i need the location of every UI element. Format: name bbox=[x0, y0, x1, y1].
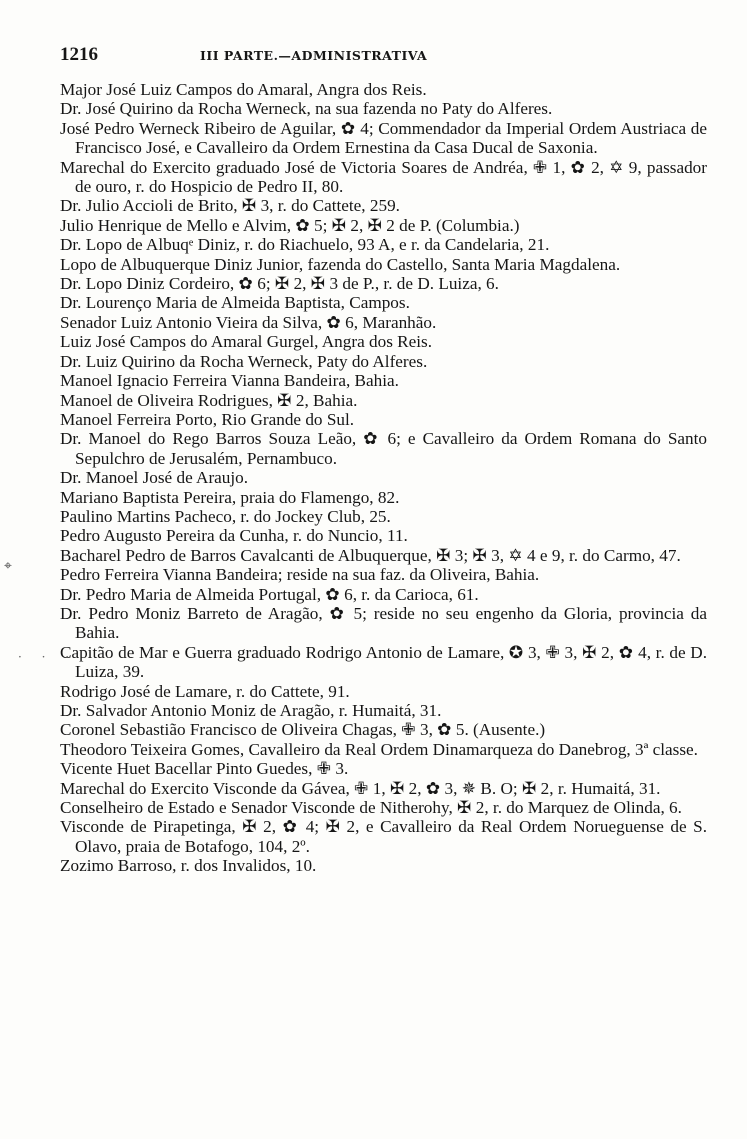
entry-22: Bacharel Pedro de Barros Cavalcanti de Albuquerque, ✠ 3; ✠ 3, ✡ 4 e 9, r. do Carmo, 47. bbox=[60, 545, 681, 565]
entry-4: Marechal do Exercito graduado José de Victoria Soares de Andréa, ✙ 1, ✿ 2, ✡ 9, passador de ouro, r. do Hospicio de Pedro II, 80. bbox=[60, 157, 707, 197]
entry-23: Pedro Ferreira Vianna Bandeira; reside na sua faz. da Oliveira, Bahia. bbox=[60, 565, 540, 585]
entry-15: Manoel de Oliveira Rodrigues, ✠ 2, Bahia. bbox=[60, 390, 358, 410]
entry-29: Coronel Sebastião Francisco de Oliveira Chagas, ✙ 3, ✿ 5. (Ausente.) bbox=[60, 720, 546, 740]
entry-20: Paulino Martins Pacheco, r. do Jockey Club, 25. bbox=[60, 506, 391, 526]
entry-14: Manoel Ignacio Ferreira Vianna Bandeira, Bahia. bbox=[60, 371, 399, 391]
entry-16: Manoel Ferreira Porto, Rio Grande do Sul. bbox=[60, 409, 355, 429]
running-title: III PARTE.—ADMINISTRATIVA bbox=[200, 48, 428, 63]
entry-6: Julio Henrique de Mello e Alvim, ✿ 5; ✠ 2, ✠ 2 de P. (Columbia.) bbox=[60, 215, 520, 235]
entry-24: Dr. Pedro Maria de Almeida Portugal, ✿ 6, r. da Carioca, 61. bbox=[60, 584, 479, 604]
margin-mark-icon: ⌖ bbox=[4, 558, 12, 574]
entry-26: Capitão de Mar e Guerra graduado Rodrigo Antonio de Lamare, ✪ 3, ✙ 3, ✠ 2, ✿ 4, r. de D. Luiza, 39. bbox=[60, 642, 707, 682]
entry-19: Mariano Baptista Pereira, praia do Flamengo, 82. bbox=[60, 487, 400, 507]
entry-11: Senador Luiz Antonio Vieira da Silva, ✿ 6, Maranhão. bbox=[60, 312, 437, 332]
entry-28: Dr. Salvador Antonio Moniz de Aragão, r. Humaitá, 31. bbox=[60, 701, 442, 720]
page-header bbox=[60, 44, 707, 80]
entry-list bbox=[60, 80, 707, 876]
entry-12: Luiz José Campos do Amaral Gurgel, Angra dos Reis. bbox=[60, 332, 433, 352]
margin-dots-icon: · · · bbox=[18, 650, 78, 664]
entry-13: Dr. Luiz Quirino da Rocha Werneck, Paty do Alferes. bbox=[60, 351, 428, 371]
entry-31: Vicente Huet Bacellar Pinto Guedes, ✙ 3. bbox=[60, 759, 349, 779]
entry-25: Dr. Pedro Moniz Barreto de Aragão, ✿ 5; reside no seu engenho da Gloria, provincia da Bahia. bbox=[60, 603, 707, 643]
entry-3: José Pedro Werneck Ribeiro de Aguilar, ✿ 4; Commendador da Imperial Ordem Austriaca de Francisco José, e Cavalleiro da Ordem Ernestina da Casa Ducal de Saxonia. bbox=[60, 118, 707, 158]
entry-9: Dr. Lopo Diniz Cordeiro, ✿ 6; ✠ 2, ✠ 3 de P., r. de D. Luiza, 6. bbox=[60, 274, 499, 294]
entry-10: Dr. Lourenço Maria de Almeida Baptista, Campos. bbox=[60, 293, 410, 313]
entry-27: Rodrigo José de Lamare, r. do Cattete, 91. bbox=[60, 681, 350, 701]
entry-30: Theodoro Teixeira Gomes, Cavalleiro da Real Ordem Dinamarqueza do Danebrog, 3ª classe. bbox=[60, 739, 698, 759]
entry-5: Dr. Julio Accioli de Brito, ✠ 3, r. do Cattete, 259. bbox=[60, 196, 400, 216]
page-number: 1216 bbox=[60, 44, 98, 65]
entry-1: Major José Luiz Campos do Amaral, Angra dos Reis. bbox=[60, 80, 427, 99]
entry-21: Pedro Augusto Pereira da Cunha, r. do Nuncio, 11. bbox=[60, 526, 408, 546]
entry-17: Dr. Manoel do Rego Barros Souza Leão, ✿ 6; e Cavalleiro da Ordem Romana do Santo Sepulchro de Jerusalém, Pernambuco. bbox=[60, 429, 707, 468]
entry-34: Visconde de Pirapetinga, ✠ 2, ✿ 4; ✠ 2, e Cavalleiro da Real Ordem Norueguense de S. Olavo, praia de Botafogo, 104, 2º. bbox=[60, 817, 707, 856]
entry-35: Zozimo Barroso, r. dos Invalidos, 10. bbox=[60, 856, 317, 876]
entry-8: Lopo de Albuquerque Diniz Junior, fazenda do Castello, Santa Maria Magdalena. bbox=[60, 254, 621, 274]
entry-2: Dr. José Quirino da Rocha Werneck, na sua fazenda no Paty do Alferes. bbox=[60, 99, 553, 119]
entry-7: Dr. Lopo de Albuqᵉ Diniz, r. do Riachuelo, 93 A, e r. da Candelaria, 21. bbox=[60, 235, 550, 255]
entry-33: Conselheiro de Estado e Senador Visconde de Nitherohy, ✠ 2, r. do Marquez de Olinda, 6. bbox=[60, 798, 682, 818]
entry-18: Dr. Manoel José de Araujo. bbox=[60, 468, 249, 488]
entry-32: Marechal do Exercito Visconde da Gávea, ✙ 1, ✠ 2, ✿ 3, ✵ B. O; ✠ 2, r. Humaitá, 31. bbox=[60, 778, 661, 798]
